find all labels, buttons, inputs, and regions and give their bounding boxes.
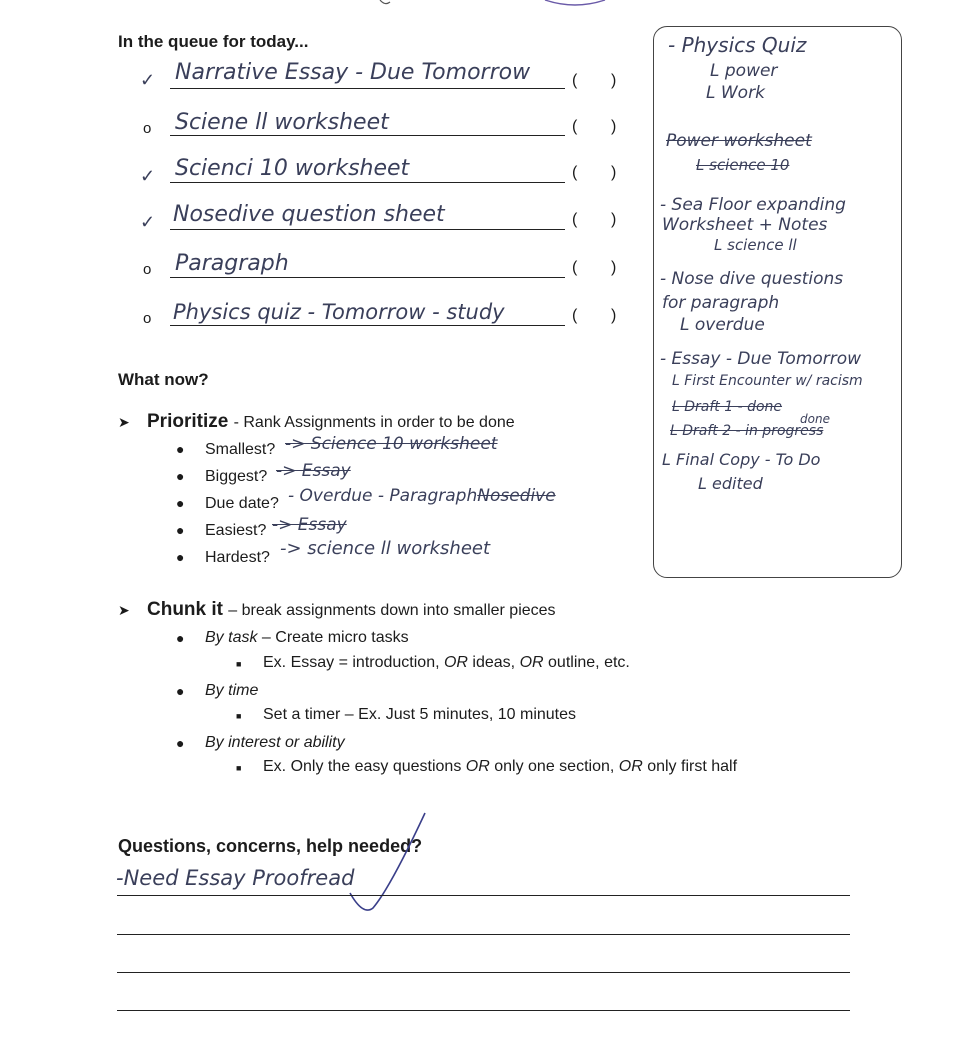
bullet-icon: ● (176, 495, 185, 511)
answer-line (117, 1010, 850, 1011)
sidebar-line: - Sea Floor expanding (660, 195, 846, 215)
smallest-label: Smallest? (205, 441, 276, 458)
paren-close: ) (611, 118, 617, 135)
smallest-answer: -> Science 10 worksheet (285, 434, 498, 454)
sidebar-line: Power worksheet (666, 131, 812, 151)
bullet-icon: ● (176, 735, 185, 751)
bullet-icon: ● (176, 630, 185, 646)
answer-line (117, 934, 850, 935)
circle-bullet-icon: o (143, 310, 152, 327)
easiest-answer: -> Essay (272, 515, 347, 535)
square-bullet-icon: ■ (236, 711, 242, 721)
by-task-label: By task (205, 629, 258, 646)
arrow-bullet-icon: ➤ (118, 414, 130, 430)
example-or: OR (618, 758, 643, 775)
prioritize-line (147, 411, 515, 433)
example-text: only one section, (489, 758, 619, 775)
sidebar-line: done (800, 412, 830, 426)
bullet-icon: ● (176, 468, 185, 484)
sidebar-line: for paragraph (662, 293, 780, 313)
chunk-line (147, 599, 556, 621)
paren-close: ) (611, 211, 617, 228)
by-task-line (205, 629, 409, 647)
queue-item-underline (170, 182, 565, 183)
easiest-label: Easiest? (205, 522, 267, 539)
by-time-label: By time (205, 682, 259, 699)
by-interest-label: By interest or ability (205, 734, 345, 751)
due-date-label: Due date? (205, 495, 279, 512)
top-scribble (360, 0, 620, 12)
queue-item-text: Sciene ll worksheet (175, 110, 389, 135)
sidebar-line: L science 10 (696, 156, 790, 174)
square-bullet-icon: ■ (236, 659, 242, 669)
by-task-rest: – Create micro tasks (257, 629, 409, 646)
paren-open: ( (572, 164, 578, 181)
sidebar-line: L edited (698, 474, 763, 493)
due-date-answer (288, 486, 556, 506)
check-mark-icon (345, 808, 435, 918)
queue-item-text: Paragraph (175, 251, 289, 276)
bullet-icon: ● (176, 522, 185, 538)
queue-heading: In the queue for today... (118, 32, 309, 51)
circle-bullet-icon: o (143, 120, 152, 137)
sidebar-line: - Essay - Due Tomorrow (660, 349, 862, 369)
bullet-icon: ● (176, 441, 185, 457)
sidebar-line: Worksheet + Notes (662, 215, 828, 235)
queue-item-underline (170, 88, 565, 89)
chunk-title: Chunk it (147, 599, 223, 620)
example-or: OR (465, 758, 490, 775)
queue-item-underline (170, 277, 565, 278)
bullet-icon: ● (176, 549, 185, 565)
queue-item-text: Narrative Essay - Due Tomorrow (175, 60, 531, 85)
square-bullet-icon: ■ (236, 763, 242, 773)
sidebar-line: L First Encounter w/ racism (672, 373, 863, 389)
queue-item-underline (170, 325, 565, 326)
prioritize-desc: - Rank Assignments in order to be done (233, 414, 515, 431)
questions-answer: -Need Essay Proofread (116, 866, 355, 890)
sidebar-line: L Draft 2 - in progress (670, 423, 824, 439)
example-text: outline, etc. (543, 654, 630, 671)
paren-open: ( (572, 211, 578, 228)
example-text: ideas, (467, 654, 520, 671)
hardest-label: Hardest? (205, 549, 270, 566)
answer-line (117, 895, 850, 896)
paren-close: ) (611, 259, 617, 276)
paren-open: ( (572, 307, 578, 324)
queue-item-text: Scienci 10 worksheet (175, 156, 410, 181)
sidebar-line: L Final Copy - To Do (662, 450, 821, 469)
queue-item-text: Physics quiz - Tomorrow - study (173, 300, 505, 324)
check-mark-icon: ✓ (140, 70, 156, 90)
due-date-answer-main: - Overdue - Paragraph (288, 486, 478, 506)
sidebar-line: L power (710, 61, 778, 81)
hardest-answer: -> science ll worksheet (280, 538, 491, 559)
sidebar-line: L overdue (680, 315, 765, 335)
example-text: only first half (642, 758, 738, 775)
queue-item-underline (170, 135, 565, 136)
biggest-answer: -> Essay (276, 461, 351, 481)
check-mark-icon: ✓ (140, 166, 156, 186)
paren-open: ( (572, 72, 578, 89)
paren-open: ( (572, 259, 578, 276)
paren-close: ) (611, 307, 617, 324)
by-interest-example (263, 758, 737, 776)
paren-close: ) (611, 164, 617, 181)
circle-bullet-icon: o (143, 261, 152, 278)
due-date-answer-struck: Nosedive (477, 486, 556, 506)
biggest-label: Biggest? (205, 468, 268, 485)
sidebar-line: - Physics Quiz (668, 33, 807, 57)
answer-line (117, 972, 850, 973)
example-or: OR (443, 654, 468, 671)
by-time-example: Set a timer – Ex. Just 5 minutes, 10 minutes (263, 706, 577, 723)
sidebar-line: - Nose dive questions (660, 269, 844, 289)
prioritize-title: Prioritize (147, 411, 229, 432)
sidebar-line: L Draft 1 - done (672, 399, 783, 415)
notes-sidebar (653, 26, 902, 578)
example-or: OR (519, 654, 544, 671)
example-text: Ex. Essay = introduction, (263, 654, 444, 671)
sidebar-line: L Work (706, 83, 765, 103)
queue-item-underline (170, 229, 565, 230)
what-now-heading: What now? (118, 370, 209, 389)
bullet-icon: ● (176, 683, 185, 699)
by-task-example (263, 654, 630, 672)
questions-heading: Questions, concerns, help needed? (118, 836, 423, 856)
sidebar-line: L science ll (714, 236, 797, 254)
paren-close: ) (611, 72, 617, 89)
chunk-desc: – break assignments down into smaller pieces (228, 602, 556, 619)
queue-item-text: Nosedive question sheet (173, 202, 445, 227)
check-mark-icon: ✓ (140, 212, 156, 232)
example-text: Ex. Only the easy questions (263, 758, 466, 775)
paren-open: ( (572, 118, 578, 135)
arrow-bullet-icon: ➤ (118, 602, 130, 618)
